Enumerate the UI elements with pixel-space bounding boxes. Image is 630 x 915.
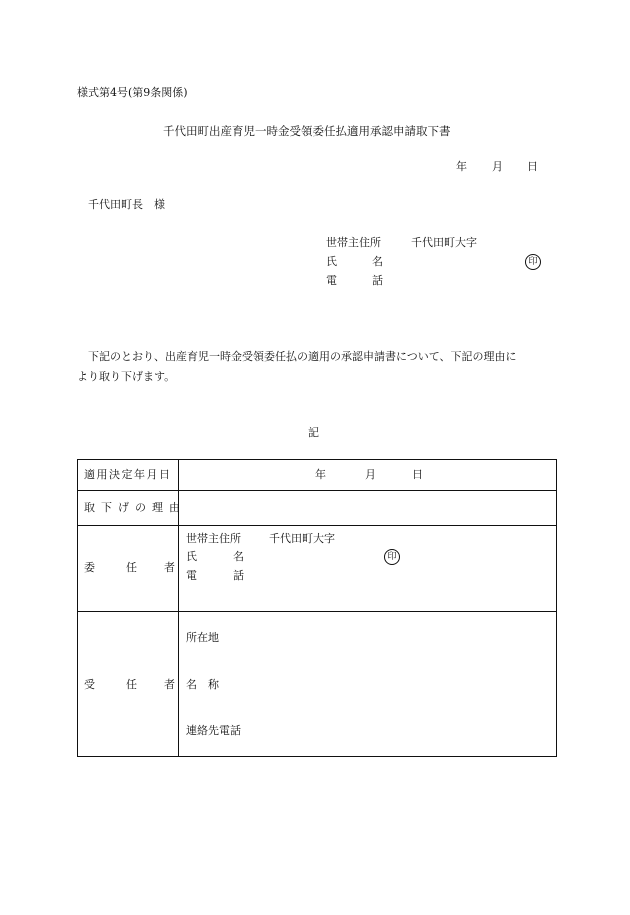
delegator-phone-label-1: 電 <box>186 569 197 582</box>
addressee: 千代田町長 様 <box>88 198 165 211</box>
row-label-delegatee-1: 受 <box>84 678 95 691</box>
applicant-address-value: 千代田町大字 <box>411 236 477 249</box>
applicant-name-label-2: 名 <box>372 255 383 268</box>
row-label-delegator-1: 委 <box>84 561 95 574</box>
form-number: 様式第4号(第9条関係) <box>77 86 188 99</box>
details-table <box>77 459 557 757</box>
table-row-divider <box>78 611 556 612</box>
delegator-address-label: 世帯主住所 <box>186 532 241 545</box>
decision-year: 年 <box>315 468 326 481</box>
applicant-name-label-1: 氏 <box>326 255 337 268</box>
decision-day: 日 <box>412 468 423 481</box>
delegatee-location-label: 所在地 <box>186 631 219 644</box>
delegator-address-value: 千代田町大字 <box>269 532 335 545</box>
table-row-divider <box>78 525 556 526</box>
delegator-name-label-2: 名 <box>233 550 244 563</box>
decision-month: 月 <box>365 468 376 481</box>
applicant-seal-icon: 印 <box>525 254 541 270</box>
delegator-seal-icon: 印 <box>384 549 400 565</box>
applicant-phone-label-1: 電 <box>326 274 337 287</box>
applicant-phone-label-2: 話 <box>372 274 383 287</box>
row-label-delegatee-3: 者 <box>164 678 175 691</box>
row-label-delegator-3: 者 <box>164 561 175 574</box>
row-label-withdrawal-reason: 取下げの理由 <box>84 501 186 514</box>
delegatee-name-label: 名 称 <box>186 678 219 691</box>
document-title: 千代田町出産育児一時金受領委任払適用承認申請取下書 <box>163 124 451 138</box>
date-day: 日 <box>527 160 538 173</box>
delegatee-contact-label: 連絡先電話 <box>186 724 241 737</box>
body-text-line-2: より取り下げます。 <box>77 370 176 383</box>
table-row-divider <box>78 490 556 491</box>
row-label-decision-date: 適用決定年月日 <box>84 468 172 481</box>
applicant-address-label: 世帯主住所 <box>326 236 381 249</box>
ki-label: 記 <box>308 426 319 439</box>
date-year: 年 <box>456 160 467 173</box>
body-text-line-1: 下記のとおり、出産育児一時金受領委任払の適用の承認申請書について、下記の理由に <box>88 350 517 363</box>
row-label-delegatee-2: 任 <box>126 678 137 691</box>
delegator-name-label-1: 氏 <box>186 550 197 563</box>
date-month: 月 <box>492 160 503 173</box>
delegator-phone-label-2: 話 <box>233 569 244 582</box>
row-label-delegator-2: 任 <box>126 561 137 574</box>
